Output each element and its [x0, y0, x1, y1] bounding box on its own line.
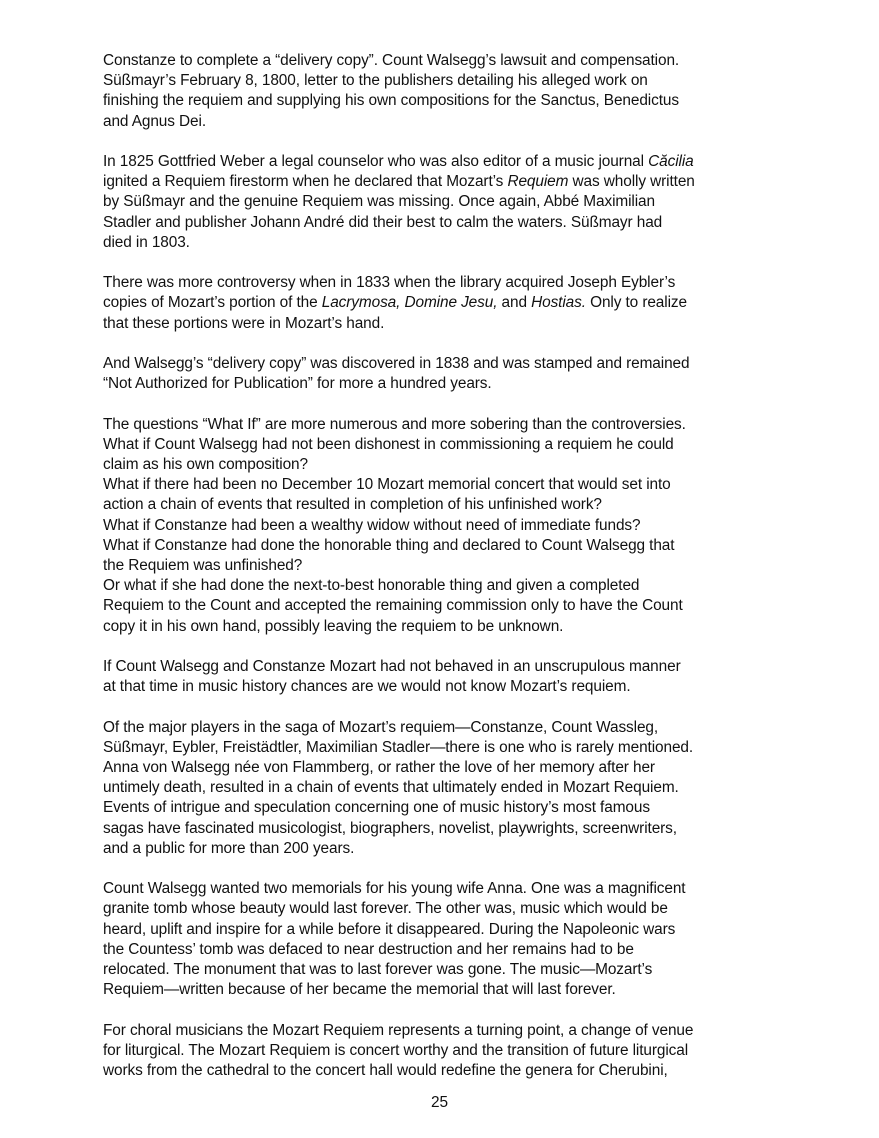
paragraph-p9 [103, 1021, 819, 1082]
text-run: by Süßmayr and the genuine Requiem was missing. Once again, Abbé Maximilian [103, 193, 655, 211]
text-run: “Not Authorized for Publication” for more a hundred years. [103, 375, 492, 393]
text-run: heard, uplift and inspire for a while before it disappeared. During the Napoleonic wars [103, 920, 676, 938]
text-line [103, 1061, 819, 1081]
text-line [103, 596, 819, 616]
text-run: untimely death, resulted in a chain of events that ultimately ended in Mozart Requiem. [103, 779, 679, 797]
text-line [103, 293, 819, 313]
text-run: And Walsegg’s “delivery copy” was discovered in 1838 and was stamped and remained [103, 355, 690, 372]
document-body [103, 51, 819, 1081]
text-run: What if Constanze had done the honorable thing and declared to Count Walsegg that [103, 536, 675, 554]
text-line [103, 516, 819, 536]
text-line [103, 576, 819, 596]
text-line [103, 617, 819, 637]
text-line [103, 51, 819, 71]
text-line [103, 940, 819, 960]
text-run: for liturgical. The Mozart Requiem is concert worthy and the transition of future liturgical [103, 1041, 689, 1059]
text-run: and [497, 294, 532, 312]
text-run: copy it in his own hand, possibly leaving the requiem to be unknown. [103, 617, 564, 635]
text-line [103, 839, 819, 859]
text-line [103, 738, 819, 758]
paragraph-p7 [103, 718, 819, 859]
text-line [103, 879, 819, 899]
text-line [103, 899, 819, 919]
text-run: at that time in music history chances are we would not know Mozart’s requiem. [103, 678, 631, 696]
text-run: copies of Mozart’s portion of the [103, 294, 322, 312]
text-line [103, 1021, 819, 1041]
paragraph-p5 [103, 415, 819, 637]
text-run: Stadler and publisher Johann André did their best to calm the waters. Süßmayr had [103, 213, 663, 231]
text-run: Anna von Walsegg née von Flammberg, or rather the love of her memory after her [103, 759, 655, 777]
text-run: and Agnus Dei. [103, 112, 206, 130]
text-line [103, 172, 819, 192]
text-line [103, 475, 819, 495]
text-line [103, 415, 819, 435]
text-run: claim as his own composition? [103, 456, 308, 473]
text-run: that these portions were in Mozart’s hand. [103, 314, 385, 332]
text-line [103, 920, 819, 940]
paragraph-p4 [103, 354, 819, 394]
text-run: ignited a Requiem firestorm when he declared that Mozart’s [103, 173, 508, 191]
text-line [103, 536, 819, 556]
italic-text: Requiem [507, 173, 569, 191]
text-run: Of the major players in the saga of Mozart’s requiem—Constanze, Count Wassleg, [103, 718, 659, 736]
text-line [103, 374, 819, 394]
text-line [103, 556, 819, 576]
page-number: 25 [430, 1094, 449, 1111]
text-line [103, 273, 819, 293]
text-line [103, 980, 819, 1000]
text-line [103, 233, 819, 253]
text-line [103, 354, 819, 374]
text-line [103, 71, 819, 91]
text-run: The questions “What If” are more numerous and more sobering than the controversies. [103, 415, 686, 433]
text-run: sagas have fascinated musicologist, biographers, novelist, playwrights, screenwriters, [103, 819, 677, 837]
text-line [103, 960, 819, 980]
text-line [103, 213, 819, 233]
italic-text: Căcilia [648, 153, 694, 170]
text-run: There was more controversy when in 1833 when the library acquired Joseph Eybler’s [103, 274, 676, 292]
text-line [103, 778, 819, 798]
text-run: the Countess’ tomb was defaced to near destruction and her remains had to be [103, 940, 634, 958]
paragraph-p1 [103, 51, 819, 132]
text-line [103, 657, 819, 677]
text-line [103, 192, 819, 212]
text-run: relocated. The monument that was to last forever was gone. The music—Mozart’s [103, 961, 653, 979]
text-run: Constanze to complete a “delivery copy”. Count Walsegg’s lawsuit and compensation. [103, 52, 680, 69]
text-line [103, 819, 819, 839]
italic-text: Lacrymosa, Domine Jesu, [321, 294, 498, 312]
text-run: action a chain of events that resulted in completion of his unfinished work? [103, 496, 602, 514]
text-run: If Count Walsegg and Constanze Mozart had not behaved in an unscrupulous manner [103, 658, 681, 676]
text-line [103, 677, 819, 697]
paragraph-p8 [103, 879, 819, 1000]
text-run: Only to realize [585, 294, 687, 312]
text-run: What if there had been no December 10 Mozart memorial concert that would set into [103, 476, 671, 494]
text-run: Events of intrigue and speculation concerning one of music history’s most famous [103, 799, 650, 817]
italic-text: Hostias. [531, 294, 586, 312]
text-line [103, 455, 819, 475]
text-line [103, 798, 819, 818]
text-run: In 1825 Gottfried Weber a legal counselor who was also editor of a music journal [103, 153, 649, 170]
text-line [103, 758, 819, 778]
text-run: What if Count Walsegg had not been dishonest in commissioning a requiem he could [103, 435, 674, 453]
text-run: and a public for more than 200 years. [103, 839, 355, 857]
text-run: Or what if she had done the next-to-best honorable thing and given a completed [103, 577, 640, 595]
text-run: Count Walsegg wanted two memorials for his young wife Anna. One was a magnificent [103, 880, 686, 898]
text-run: works from the cathedral to the concert hall would redefine the genera for Cherubini, [103, 1062, 668, 1080]
text-run: Requiem to the Count and accepted the remaining commission only to have the Count [103, 597, 683, 615]
text-line [103, 495, 819, 515]
text-run: Süßmayr, Eybler, Freistädtler, Maximilian Stadler—there is one who is rarely mentioned. [103, 738, 694, 756]
text-line [103, 314, 819, 334]
text-line [103, 435, 819, 455]
text-line [103, 1041, 819, 1061]
text-run: finishing the requiem and supplying his own compositions for the Sanctus, Benedictus [103, 92, 679, 110]
text-run: died in 1803. [103, 233, 190, 251]
text-run: Süßmayr’s February 8, 1800, letter to the publishers detailing his alleged work on [103, 72, 648, 90]
text-run: What if Constanze had been a wealthy widow without need of immediate funds? [103, 516, 641, 534]
text-line [103, 152, 819, 172]
text-line [103, 91, 819, 111]
text-run: For choral musicians the Mozart Requiem represents a turning point, a change of venue [103, 1021, 694, 1039]
paragraph-p2 [103, 152, 819, 253]
text-run: was wholly written [568, 173, 695, 191]
text-line [103, 112, 819, 132]
paragraph-p3 [103, 273, 819, 334]
text-run: the Requiem was unfinished? [103, 557, 303, 575]
text-line [103, 718, 819, 738]
text-run: Requiem—written because of her became the memorial that will last forever. [103, 981, 616, 999]
text-run: granite tomb whose beauty would last forever. The other was, music which would be [103, 900, 668, 918]
paragraph-p6 [103, 657, 819, 697]
